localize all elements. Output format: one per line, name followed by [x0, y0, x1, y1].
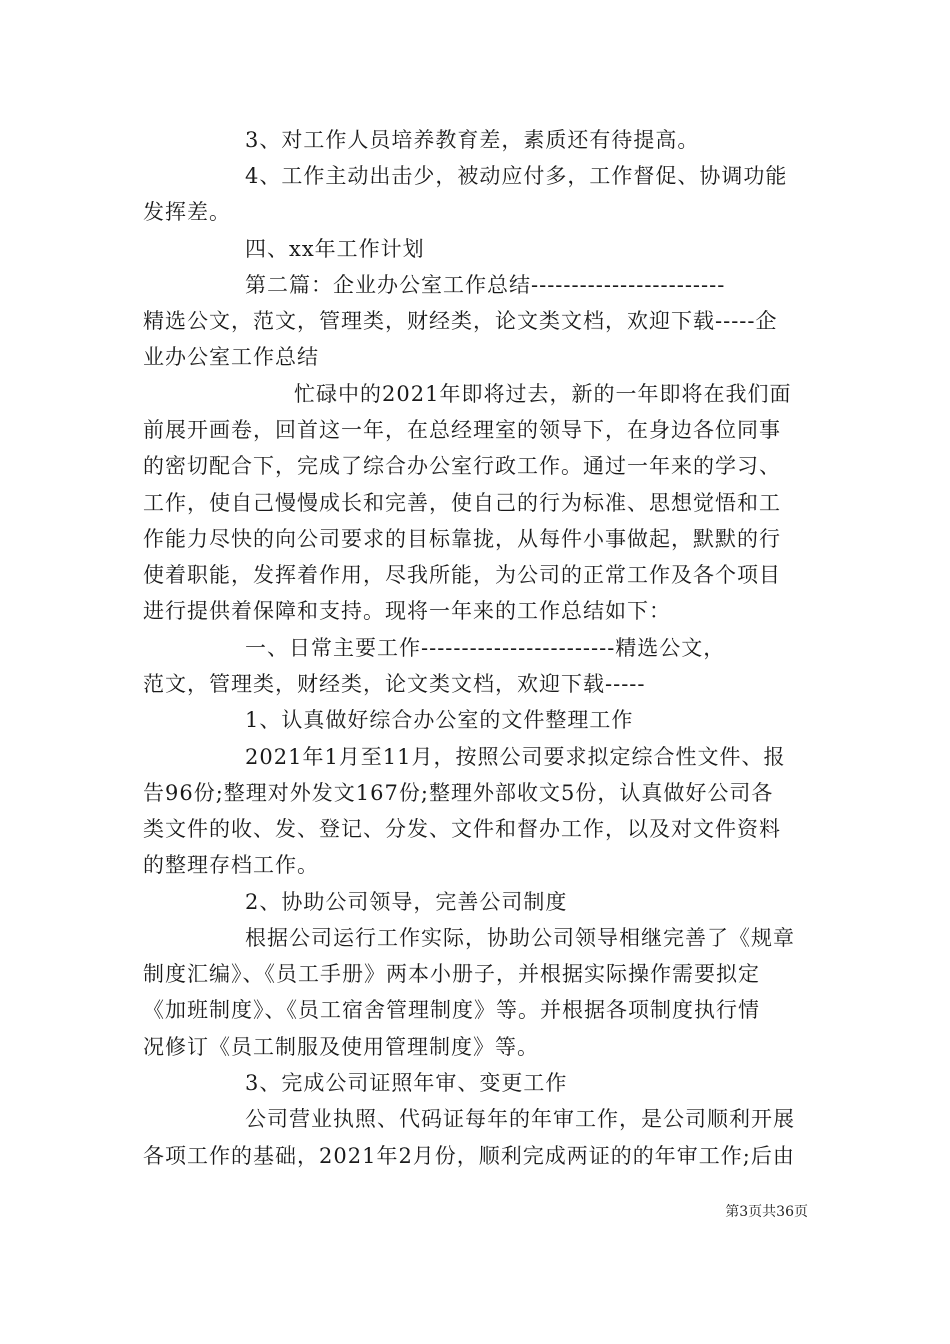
body-line: 4、工作主动出击少，被动应付多，工作督促、协调功能	[245, 164, 788, 188]
section-heading: 四、xx年工作计划	[245, 237, 425, 261]
body-line: 业办公室工作总结	[143, 345, 319, 369]
body-line: 3、对工作人员培养教育差，素质还有待提高。	[245, 128, 700, 152]
body-line: 况修订《员工制服及使用管理制度》等。	[143, 1035, 539, 1059]
body-line: 前展开画卷，回首这一年，在总经理室的领导下，在身边各位同事	[143, 418, 781, 442]
body-line: 类文件的收、发、登记、分发、文件和督办工作，以及对文件资料	[143, 817, 781, 841]
body-line: 《加班制度》、《员工宿舍管理制度》等。并根据各项制度执行情	[143, 998, 760, 1022]
section-heading: 一、日常主要工作------------------------精选公文，	[245, 636, 726, 660]
subsection-heading: 2、协助公司领导，完善公司制度	[245, 890, 568, 914]
body-line: 第二篇：企业办公室工作总结------------------------	[245, 273, 726, 297]
body-line: 2021年1月至11月，按照公司要求拟定综合性文件、报	[245, 745, 786, 769]
subsection-heading: 3、完成公司证照年审、变更工作	[245, 1071, 568, 1095]
body-line: 作能力尽快的向公司要求的目标靠拢，从每件小事做起，默默的行	[143, 527, 781, 551]
body-line: 进行提供着保障和支持。现将一年来的工作总结如下：	[143, 599, 671, 623]
body-line: 工作，使自己慢慢成长和完善，使自己的行为标准、思想觉悟和工	[143, 491, 781, 515]
body-line: 精选公文，范文，管理类，财经类，论文类文档，欢迎下载-----企	[143, 309, 778, 333]
body-line: 告96份;整理对外发文167份;整理外部收文5份，认真做好公司各	[143, 781, 774, 805]
body-line: 的密切配合下，完成了综合办公室行政工作。通过一年来的学习、	[143, 454, 781, 478]
body-line: 发挥差。	[143, 200, 231, 224]
body-line: 制度汇编》、《员工手册》两本小册子，并根据实际操作需要拟定	[143, 962, 760, 986]
body-line: 使着职能，发挥着作用，尽我所能，为公司的正常工作及各个项目	[143, 563, 781, 587]
body-line: 忙碌中的2021年即将过去，新的一年即将在我们面	[294, 382, 792, 406]
body-line: 范文，管理类，财经类，论文类文档，欢迎下载-----	[143, 672, 646, 696]
body-line: 的整理存档工作。	[143, 853, 319, 877]
body-line: 各项工作的基础，2021年2月份，顺利完成两证的的年审工作;后由	[143, 1144, 795, 1168]
body-line: 公司营业执照、代码证每年的年审工作，是公司顺利开展	[245, 1107, 795, 1131]
subsection-heading: 1、认真做好综合办公室的文件整理工作	[245, 708, 634, 732]
page-number: 第3页共36页	[725, 1204, 808, 1220]
body-line: 根据公司运行工作实际，协助公司领导相继完善了《规章	[245, 926, 795, 950]
